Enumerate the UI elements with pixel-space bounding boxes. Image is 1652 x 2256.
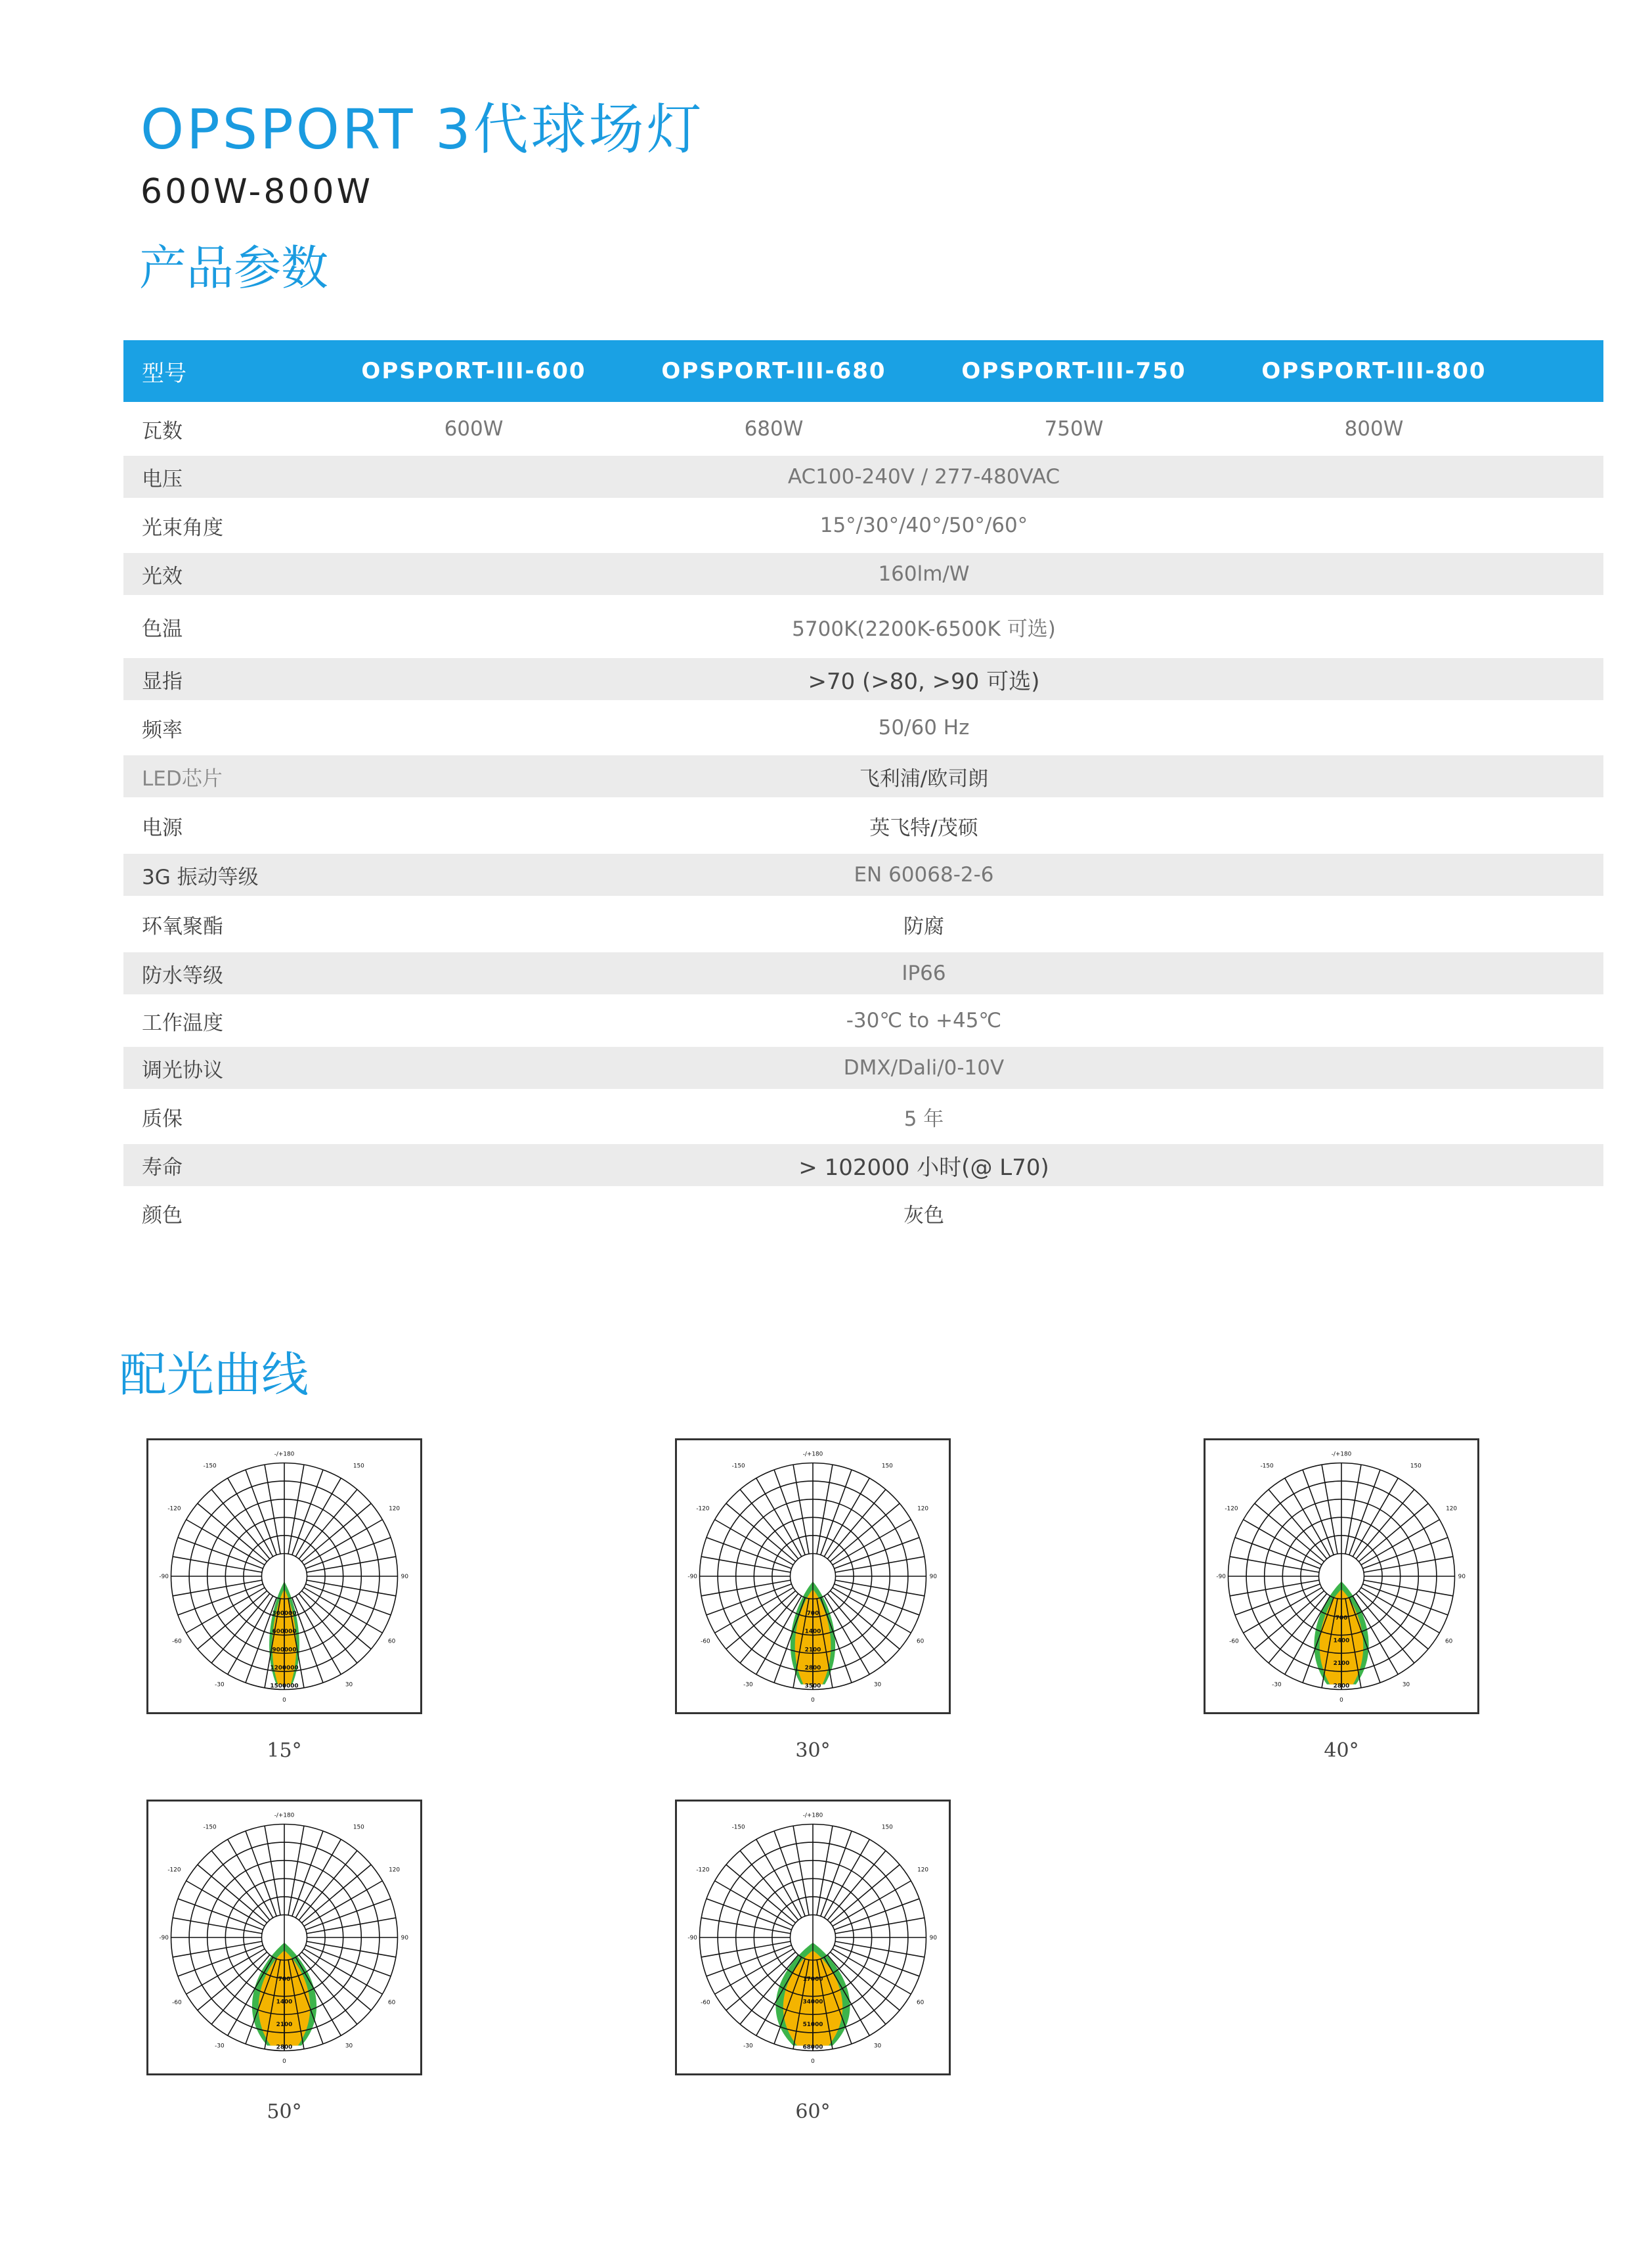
spec-row	[123, 1186, 1603, 1240]
angle-label: -150	[731, 1463, 745, 1470]
spec-label: 环氧聚酯	[142, 914, 223, 939]
angle-label: 90	[1458, 1573, 1466, 1580]
spec-row	[123, 755, 1603, 797]
spec-row	[123, 952, 1603, 994]
radial-value: 300000	[272, 1610, 297, 1618]
angle-label: 0	[282, 1697, 286, 1704]
spec-label: LED芯片	[142, 766, 223, 791]
polar-grid	[171, 1463, 401, 1690]
spec-value: 灰色	[903, 1203, 944, 1228]
grid-spoke	[173, 1557, 262, 1572]
polar-diagram-50	[146, 1800, 422, 2075]
spec-label: 防水等级	[142, 963, 223, 988]
model-750: OPSPORT-III-750	[961, 358, 1186, 384]
angle-label: 120	[917, 1867, 929, 1874]
spec-row	[123, 1089, 1603, 1144]
grid-spoke	[173, 1918, 262, 1934]
spec-label: 瓦数	[142, 419, 183, 443]
angle-label: -120	[696, 1505, 710, 1513]
diagram-label-60: 60°	[795, 2100, 831, 2123]
grid-spoke	[288, 1826, 304, 1915]
grid-spoke	[701, 1557, 791, 1572]
angle-label: 30	[1402, 1681, 1410, 1689]
grid-spoke	[265, 1826, 280, 1915]
spec-label: 电压	[142, 467, 183, 491]
grid-spoke	[265, 1465, 280, 1554]
angle-label: -30	[215, 1681, 225, 1689]
angle-label: 150	[1410, 1463, 1422, 1470]
spec-label: 电源	[142, 816, 183, 840]
diagram-label-30: 30°	[795, 1739, 831, 1762]
polar-grid	[700, 1825, 929, 2051]
wattage-750: 750W	[1044, 417, 1104, 441]
angle-label: 120	[389, 1867, 401, 1874]
grid-spoke	[307, 1580, 396, 1596]
angle-label: 0	[811, 2058, 815, 2066]
radial-value: 34000	[802, 1999, 823, 2006]
spec-value: 15°/30°/40°/50°/60°	[819, 514, 1028, 537]
diagram-label-40: 40°	[1324, 1739, 1359, 1762]
grid-spoke	[701, 1918, 791, 1934]
angle-label: -150	[203, 1463, 217, 1470]
angle-label: 60	[387, 1999, 396, 2006]
spec-row	[123, 456, 1603, 498]
radial-value: 1500000	[270, 1683, 299, 1690]
radial-value: 2100	[804, 1647, 821, 1654]
angle-label: -120	[1225, 1505, 1238, 1513]
spec-row	[123, 797, 1603, 854]
grid-spoke	[1364, 1557, 1453, 1572]
angle-label: -120	[167, 1867, 181, 1874]
radial-value: 2100	[276, 2022, 293, 2029]
grid-spoke	[1230, 1580, 1319, 1596]
polar-diagram-15	[146, 1438, 422, 1714]
radial-value: 700	[1335, 1615, 1348, 1622]
radial-value: 1400	[276, 1999, 293, 2006]
grid-spoke	[793, 1465, 809, 1554]
spec-value: >70 (>80, >90 可选)	[808, 668, 1040, 695]
spec-value: AC100-240V / 277-480VAC	[787, 465, 1060, 489]
grid-spoke	[835, 1580, 924, 1596]
angle-label: 60	[1445, 1638, 1453, 1645]
spec-label: 寿命	[142, 1155, 183, 1180]
angle-label: 60	[916, 1999, 924, 2006]
spec-label: 工作温度	[142, 1011, 223, 1035]
grid-spoke	[701, 1941, 791, 1957]
angle-label: -150	[203, 1824, 217, 1831]
spec-value: DMX/Dali/0-10V	[843, 1056, 1005, 1080]
polar-diagram-30	[675, 1438, 951, 1714]
angle-label: 0	[811, 1697, 815, 1704]
model-680: OPSPORT-III-680	[661, 358, 886, 384]
angle-label-top: -/+180	[802, 1812, 823, 1819]
spec-row	[123, 896, 1603, 952]
grid-spoke	[817, 1826, 833, 1915]
wattage-680: 680W	[744, 417, 804, 441]
spec-value: > 102000 小时(@ L70)	[798, 1154, 1049, 1181]
angle-label-top: -/+180	[274, 1451, 295, 1458]
diagram-label-50: 50°	[267, 2100, 302, 2123]
angle-label: -60	[172, 1999, 182, 2006]
angle-label: -120	[167, 1505, 181, 1513]
polar-grid	[700, 1463, 929, 1690]
angle-label: 90	[401, 1934, 408, 1941]
polar-grid	[1228, 1463, 1458, 1690]
grid-spoke	[288, 1465, 304, 1554]
power-range: 600W-800W	[141, 172, 373, 211]
grid-spoke	[173, 1941, 262, 1957]
spec-row	[123, 658, 1603, 700]
angle-label: -30	[743, 2043, 753, 2050]
grid-spoke	[1364, 1580, 1453, 1596]
radial-value: 600000	[272, 1628, 297, 1635]
angle-label: 30	[345, 2043, 353, 2050]
wattage-600: 600W	[444, 417, 504, 441]
grid-spoke	[307, 1557, 396, 1572]
radial-value: 3500	[804, 1683, 821, 1690]
angle-label: 0	[282, 2058, 286, 2066]
spec-value: 5 年	[903, 1107, 944, 1131]
angle-label: 30	[873, 2043, 882, 2050]
page-title: OPSPORT 3代球场灯	[141, 97, 705, 162]
spec-label: 显指	[142, 669, 183, 694]
spec-row	[123, 1047, 1603, 1089]
angle-label: 120	[917, 1505, 929, 1513]
angle-label: -90	[159, 1934, 169, 1941]
angle-label: 60	[916, 1638, 924, 1645]
angle-label: 150	[353, 1824, 364, 1831]
angle-label: -60	[701, 1638, 710, 1645]
angle-label: 30	[873, 1681, 882, 1689]
grid-spoke	[701, 1580, 791, 1596]
radial-value: 2800	[276, 2044, 293, 2051]
spec-label: 颜色	[142, 1203, 183, 1228]
spec-label: 3G 振动等级	[142, 865, 259, 889]
grid-spoke	[1345, 1465, 1361, 1554]
curves-heading: 配光曲线	[120, 1347, 309, 1402]
angle-label: 90	[401, 1573, 408, 1580]
spec-value: 英飞特/茂硕	[869, 816, 978, 840]
angle-label: -60	[1229, 1638, 1239, 1645]
radial-value: 17000	[802, 1976, 823, 1983]
radial-value: 1400	[804, 1628, 821, 1635]
diagram-label-15: 15°	[267, 1739, 302, 1762]
angle-label: 0	[1339, 1697, 1343, 1704]
spec-label: 调光协议	[142, 1058, 223, 1082]
radial-value: 2800	[804, 1664, 821, 1671]
grid-spoke	[835, 1941, 924, 1957]
grid-spoke	[173, 1580, 262, 1596]
spec-row-wattage	[123, 402, 1603, 456]
spec-value: 防腐	[903, 914, 944, 939]
angle-label: -90	[159, 1573, 169, 1580]
angle-label: -120	[696, 1867, 710, 1874]
spec-row	[123, 1144, 1603, 1186]
spec-value: EN 60068-2-6	[854, 863, 994, 887]
spec-value: IP66	[902, 962, 946, 985]
angle-label-top: -/+180	[802, 1451, 823, 1458]
spec-value: 50/60 Hz	[878, 716, 970, 740]
spec-label: 频率	[142, 718, 183, 742]
grid-spoke	[835, 1557, 924, 1572]
spec-row	[123, 595, 1603, 658]
spec-label: 色温	[142, 617, 183, 641]
angle-label: 120	[1446, 1505, 1458, 1513]
angle-label: -30	[743, 1681, 753, 1689]
angle-label: 90	[929, 1934, 937, 1941]
spec-label: 光效	[142, 564, 183, 588]
angle-label: -30	[1272, 1681, 1282, 1689]
polar-diagram-40	[1204, 1438, 1479, 1714]
radial-value: 51000	[802, 2022, 823, 2029]
angle-label-top: -/+180	[1331, 1451, 1352, 1458]
angle-label: -150	[1260, 1463, 1274, 1470]
angle-label: 60	[387, 1638, 396, 1645]
grid-spoke	[1322, 1465, 1337, 1554]
angle-label: 150	[881, 1463, 893, 1470]
spec-value: -30℃ to +45℃	[846, 1009, 1002, 1032]
angle-label: -60	[701, 1999, 710, 2006]
spec-label: 光束角度	[142, 516, 223, 540]
spec-header-row	[123, 340, 1603, 402]
angle-label: -60	[172, 1638, 182, 1645]
spec-value: 飞利浦/欧司朗	[859, 766, 989, 791]
grid-spoke	[835, 1918, 924, 1934]
radial-value: 1400	[1333, 1637, 1350, 1645]
radial-value: 700	[278, 1976, 291, 1983]
model-600: OPSPORT-III-600	[361, 358, 586, 384]
radial-value: 1200000	[270, 1664, 299, 1671]
spec-table	[123, 340, 1603, 1240]
radial-value: 2100	[1333, 1660, 1350, 1668]
angle-label: 30	[345, 1681, 353, 1689]
angle-label: -30	[215, 2043, 225, 2050]
params-heading: 产品参数	[139, 240, 329, 296]
angle-label: 150	[881, 1824, 893, 1831]
angle-label: 150	[353, 1463, 364, 1470]
angle-label: -90	[687, 1934, 697, 1941]
radial-value: 68000	[802, 2044, 823, 2051]
radial-value: 900000	[272, 1647, 297, 1654]
spec-row	[123, 994, 1603, 1047]
spec-row	[123, 854, 1603, 896]
wattage-800: 800W	[1344, 417, 1404, 441]
grid-spoke	[307, 1941, 396, 1957]
radial-value: 700	[806, 1610, 819, 1618]
angle-label: 120	[389, 1505, 401, 1513]
model-header-label: 型号	[142, 360, 186, 387]
angle-label: 90	[929, 1573, 937, 1580]
grid-spoke	[1230, 1557, 1319, 1572]
angle-label-top: -/+180	[274, 1812, 295, 1819]
angle-label: -90	[687, 1573, 697, 1580]
polar-diagram-60	[675, 1800, 951, 2075]
polar-grid	[171, 1825, 401, 2051]
angle-label: -90	[1216, 1573, 1226, 1580]
grid-spoke	[817, 1465, 833, 1554]
spec-row	[123, 700, 1603, 755]
spec-value: 160lm/W	[878, 562, 970, 586]
grid-spoke	[307, 1918, 396, 1934]
radial-value: 2800	[1333, 1683, 1350, 1690]
spec-value: 5700K(2200K-6500K 可选)	[792, 617, 1056, 641]
spec-label: 质保	[142, 1107, 183, 1131]
model-800: OPSPORT-III-800	[1261, 358, 1487, 384]
angle-label: -150	[731, 1824, 745, 1831]
spec-row	[123, 498, 1603, 553]
grid-spoke	[793, 1826, 809, 1915]
spec-row	[123, 553, 1603, 595]
